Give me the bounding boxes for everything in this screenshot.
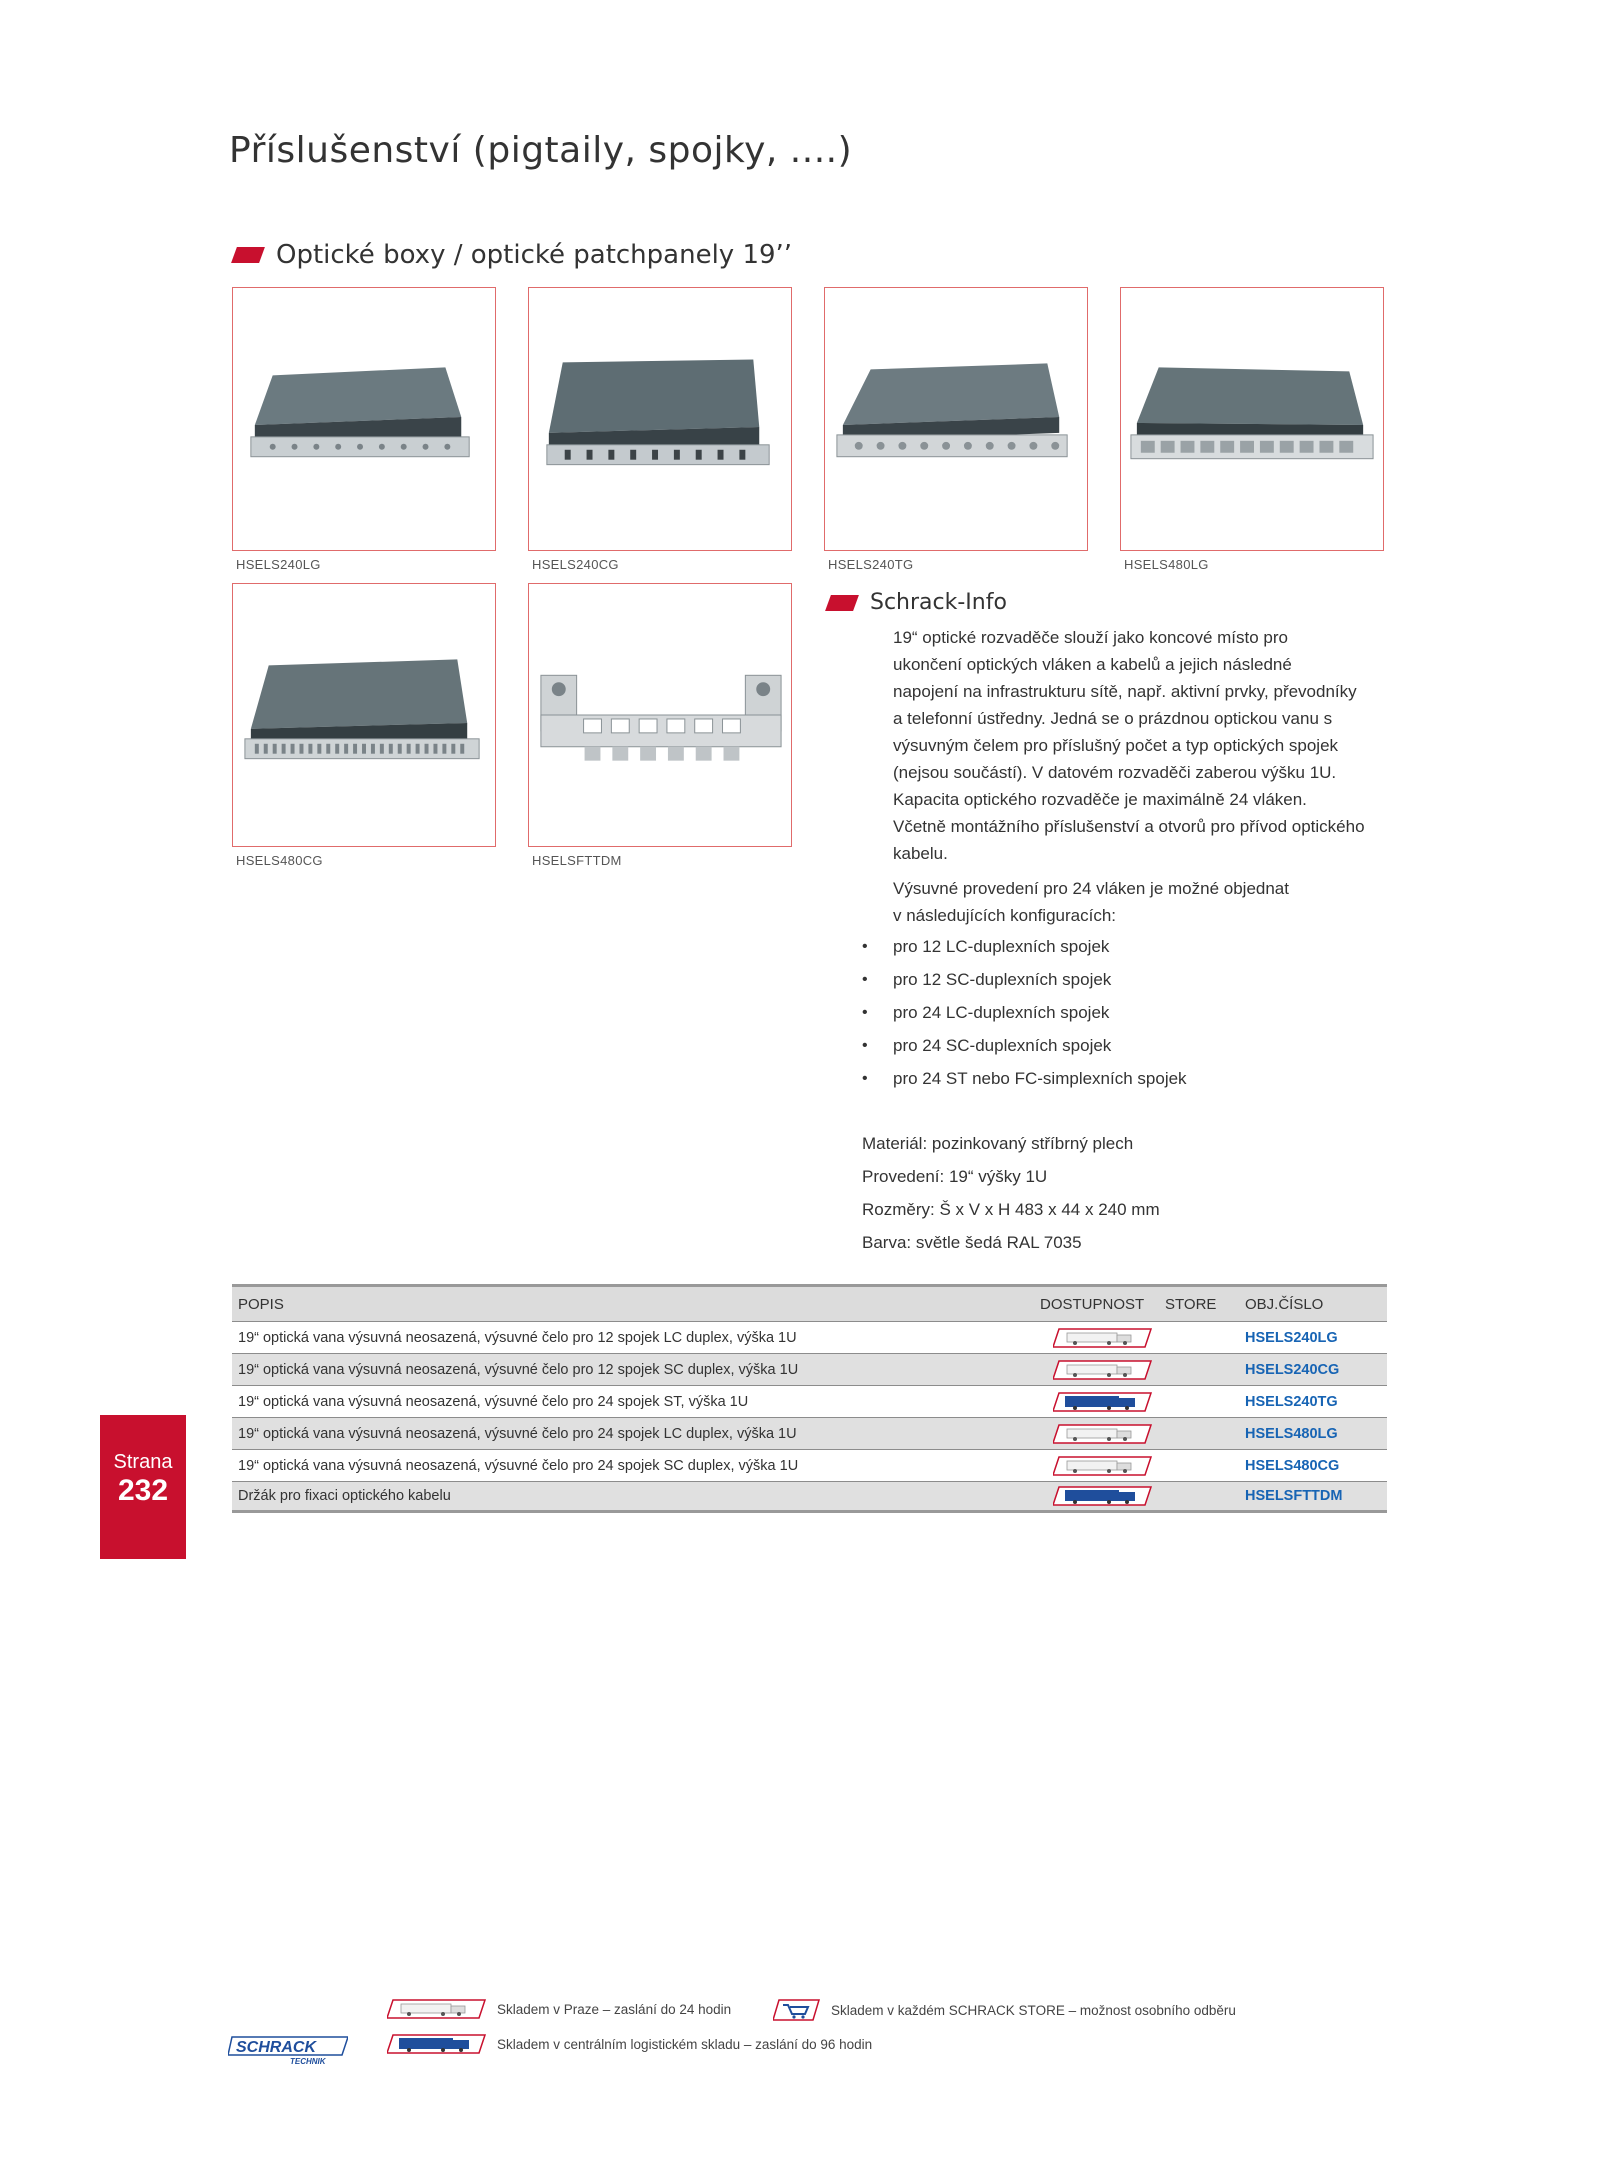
section-marker-icon: [231, 247, 265, 263]
config-list: [862, 930, 1187, 1095]
table-row[interactable]: [232, 1449, 1387, 1481]
product-tile-hsels480lg[interactable]: [1120, 287, 1384, 572]
info-line: Kapacita optického rozvaděče je maximálně 24 vláken.: [893, 790, 1307, 809]
product-code: HSELS480CG: [236, 853, 323, 868]
patch-panel-lc-24-icon: [1120, 287, 1384, 551]
section-marker-icon: [825, 595, 859, 611]
product-tile-hsels240tg[interactable]: [824, 287, 1088, 572]
list-item: • pro 24 SC-duplexních spojek: [862, 1035, 1112, 1055]
header-store: STORE: [1165, 1295, 1217, 1313]
page-title: Příslušenství (pigtaily, spojky, ....): [229, 130, 853, 171]
section-title: Schrack-Info: [870, 590, 1007, 615]
patch-panel-sc-24-icon: [232, 583, 496, 847]
legend-text: Skladem v Praze – zaslání do 24 hodin: [497, 2001, 732, 2017]
info-line: a telefonní ústředny. Jedná se o prázdnou optickou vanu s: [893, 709, 1333, 728]
table-row[interactable]: [232, 1321, 1387, 1353]
info-text: [893, 624, 1393, 929]
patch-panel-sc-icon: [528, 287, 792, 551]
cable-holder-icon: [528, 583, 792, 847]
info-line: Výsuvné provedení pro 24 vláken je možné objednat: [893, 879, 1289, 898]
product-code: HSELS480LG: [1124, 557, 1209, 572]
blue-truck-icon: [1053, 1391, 1153, 1413]
row-popis: 19“ optická vana výsuvná neosazená, výsuvné čelo pro 12 spojek LC duplex, výška 1U: [238, 1329, 797, 1346]
section-heading-schrack-info: [828, 590, 1007, 615]
product-code: HSELSFTTDM: [532, 853, 622, 868]
info-line: v následujících konfiguracích:: [893, 906, 1117, 925]
shopping-cart-icon: [773, 1998, 821, 2022]
white-truck-icon: [387, 1998, 487, 2020]
row-obj-cislo[interactable]: HSELS480CG: [1245, 1457, 1340, 1474]
product-tile-hsels480cg[interactable]: [232, 583, 496, 868]
row-obj-cislo[interactable]: HSELS480LG: [1245, 1425, 1338, 1442]
blue-truck-icon: [387, 2033, 487, 2055]
white-truck-icon: [1053, 1327, 1153, 1349]
section-heading-optical-boxes: [234, 240, 792, 270]
info-line: 19“ optické rozvaděče slouží jako koncové místo pro: [893, 628, 1288, 647]
product-tile-hselsfttdm[interactable]: [528, 583, 792, 868]
page-number-badge: [100, 1415, 186, 1559]
row-obj-cislo[interactable]: HSELSFTTDM: [1245, 1488, 1343, 1504]
product-code: HSELS240LG: [236, 557, 321, 572]
page-label: Strana: [113, 1451, 173, 1473]
spec-provedeni: Provedení: 19“ výšky 1U: [862, 1166, 1048, 1186]
legend-blue-truck: [387, 2033, 872, 2055]
legend-text: Skladem v centrálním logistickém skladu – zaslání do 96 hodin: [497, 2036, 873, 2052]
product-code: HSELS240TG: [828, 557, 914, 572]
row-popis: 19“ optická vana výsuvná neosazená, výsuvné čelo pro 24 spojek LC duplex, výška 1U: [238, 1425, 797, 1442]
legend-text: Skladem v každém SCHRACK STORE – možnost osobního odběru: [831, 2002, 1236, 2018]
spec-material: Materiál: pozinkovaný stříbrný plech: [862, 1133, 1134, 1153]
white-truck-icon: [1053, 1359, 1153, 1381]
patch-panel-lc-icon: [232, 287, 496, 551]
product-table: [232, 1284, 1387, 1513]
table-row[interactable]: [232, 1417, 1387, 1449]
list-item: • pro 24 LC-duplexních spojek: [862, 1002, 1110, 1022]
table-row[interactable]: [232, 1353, 1387, 1385]
white-truck-icon: [1053, 1455, 1153, 1477]
row-obj-cislo[interactable]: HSELS240CG: [1245, 1361, 1340, 1378]
spec-rozmery: Rozměry: Š x V x H 483 x 44 x 240 mm: [862, 1199, 1160, 1219]
list-item: • pro 12 LC-duplexních spojek: [862, 936, 1110, 956]
svg-text:TECHNIK: TECHNIK: [290, 2057, 326, 2066]
table-row[interactable]: [232, 1481, 1387, 1513]
product-tile-hsels240lg[interactable]: [232, 287, 496, 572]
header-popis: POPIS: [238, 1295, 284, 1313]
info-line: Včetně montážního příslušenství a otvorů pro přívod optického: [893, 817, 1365, 836]
row-popis: 19“ optická vana výsuvná neosazená, výsuvné čelo pro 24 spojek SC duplex, výška 1U: [238, 1457, 799, 1474]
row-popis: 19“ optická vana výsuvná neosazená, výsuvné čelo pro 12 spojek SC duplex, výška 1U: [238, 1361, 799, 1378]
info-line: výsuvným čelem pro příslušný počet a typ optických spojek: [893, 736, 1339, 755]
legend-white-truck: [387, 1998, 731, 2020]
list-item: • pro 24 ST nebo FC-simplexních spojek: [862, 1068, 1187, 1088]
list-item: • pro 12 SC-duplexních spojek: [862, 969, 1112, 989]
white-truck-icon: [1053, 1423, 1153, 1445]
info-line: ukončení optických vláken a kabelů a jejich následné: [893, 655, 1292, 674]
legend-store: [773, 1998, 1236, 2022]
patch-panel-st-icon: [824, 287, 1088, 551]
product-tile-hsels240cg[interactable]: [528, 287, 792, 572]
row-obj-cislo[interactable]: HSELS240LG: [1245, 1329, 1338, 1346]
table-row[interactable]: [232, 1385, 1387, 1417]
table-header: [232, 1287, 1387, 1321]
info-line: (nejsou součástí). V datovém rozvaděči zaberou výšku 1U.: [893, 763, 1337, 782]
row-obj-cislo[interactable]: HSELS240TG: [1245, 1393, 1338, 1410]
info-line: napojení na infrastrukturu sítě, např. aktivní prvky, převodníky: [893, 682, 1357, 701]
info-line: kabelu.: [893, 844, 948, 863]
blue-truck-icon: [1053, 1485, 1153, 1507]
page-number: 232: [117, 1474, 169, 1507]
svg-text:SCHRACK: SCHRACK: [236, 2039, 316, 2056]
spec-barva: Barva: světle šedá RAL 7035: [862, 1232, 1082, 1252]
schrack-logo-icon: [228, 2033, 348, 2067]
header-obj: OBJ.ČÍSLO: [1245, 1295, 1324, 1313]
header-dostupnost: DOSTUPNOST: [1040, 1295, 1145, 1313]
row-popis: Držák pro fixaci optického kabelu: [238, 1488, 451, 1504]
row-popis: 19“ optická vana výsuvná neosazená, výsuvné čelo pro 24 spojek ST, výška 1U: [238, 1393, 749, 1410]
section-title: Optické boxy / optické patchpanely 19’’: [276, 240, 793, 270]
product-code: HSELS240CG: [532, 557, 619, 572]
spec-list: [862, 1127, 1160, 1259]
